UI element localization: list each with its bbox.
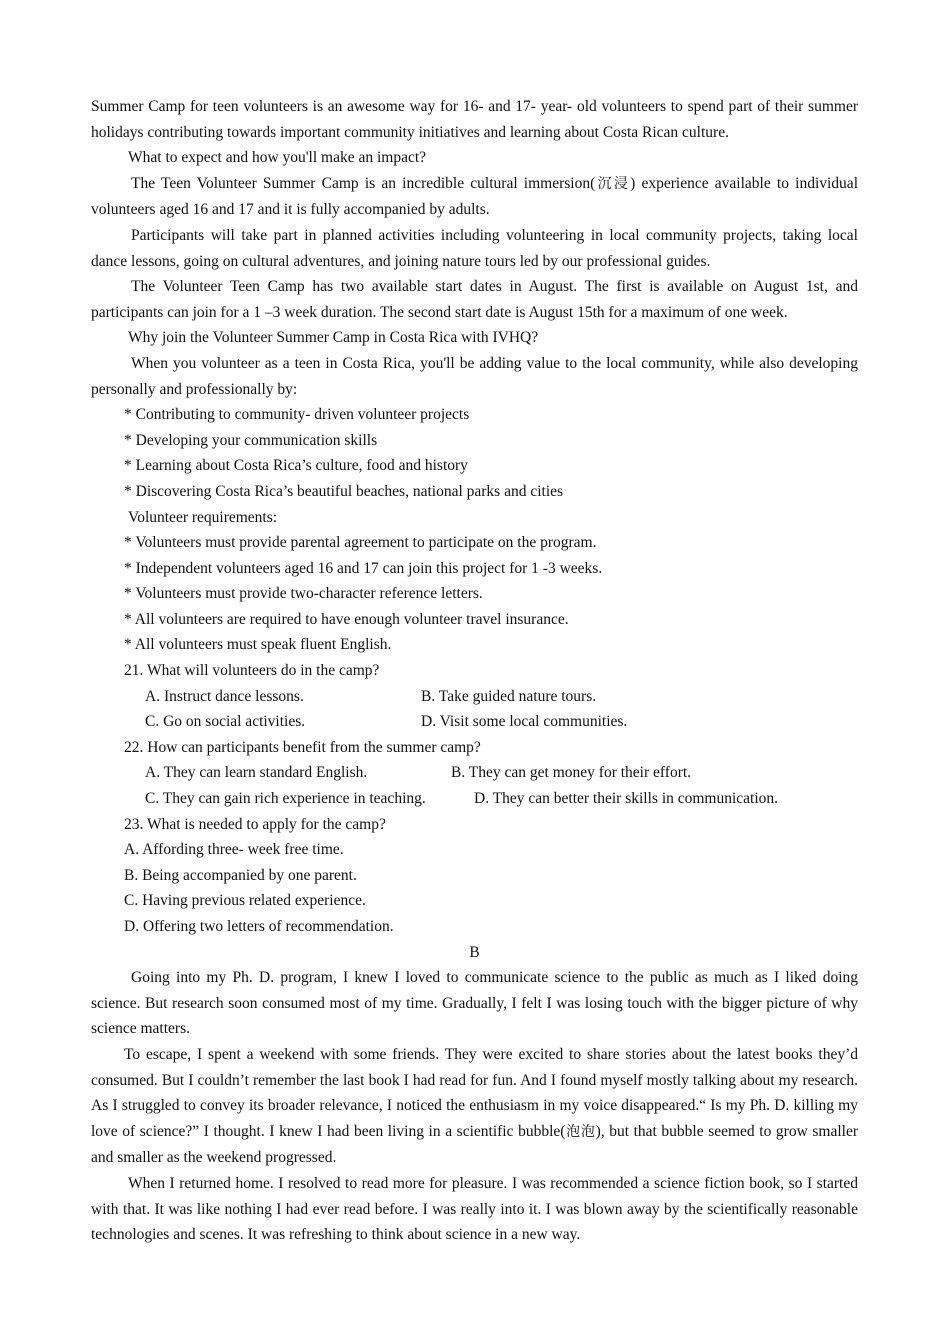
- question-22-stem: 22. How can participants benefit from the summer camp?: [124, 738, 481, 756]
- option-b: B. They can get money for their effort.: [451, 764, 692, 782]
- benefit-item: * Contributing to community- driven volunteer projects: [124, 406, 470, 424]
- question-21-options-row-1: [91, 684, 858, 710]
- requirements-heading: Volunteer requirements:: [128, 508, 278, 526]
- gloss-cjk: 泡泡: [565, 1123, 596, 1140]
- gloss-cjk: 沉浸: [595, 175, 631, 192]
- requirement-item: * All volunteers are required to have enough volunteer travel insurance.: [124, 610, 569, 628]
- passage-a-activities-paragraph: Participants will take part in planned activities including volunteering in local community projects, taking local dance lessons, going on cultural adventures, and joining nature tours led by our professional guides.: [91, 226, 858, 270]
- requirement-item: * Independent volunteers aged 16 and 17 can join this project for 1 -3 weeks.: [124, 559, 603, 577]
- passage-b-paragraph-3: When I returned home. I resolved to read more for pleasure. I was recommended a science fiction book, so I started with that. It was like nothing I had ever read before. I was really into it. I was blown away by the scientifically reasonable technologies and scenes. It was refreshing to think about science in a new way.: [91, 1174, 858, 1244]
- benefit-item: * Developing your communication skills: [124, 431, 378, 449]
- passage-a-value-paragraph: When you volunteer as a teen in Costa Rica, you'll be adding value to the local community, while also developing personally and professionally by:: [91, 354, 858, 398]
- passage-b-paragraph-1: Going into my Ph. D. program, I knew I loved to communicate science to the public as much as I liked doing science. But research soon consumed most of my time. Gradually, I felt I was losing touch with the bigger picture of why science matters.: [91, 969, 858, 1038]
- passage-b-paragraph-2: To escape, I spent a weekend with some friends. They were excited to share stories about the latest books they’d consumed. But I couldn’t remember the last book I had read for fun. And I found myself mostly talking about my research. As I struggled to convey its broader relevance, I noticed the enthusiasm in my voice disappeared.“ Is my Ph. D. killing my love of science?” I thought. I knew I had been living in a scientific bubble(泡泡), but that bubble seemed to grow smaller and smaller as the weekend progressed.: [91, 1045, 858, 1167]
- option-a: A. Affording three- week free time.: [124, 841, 344, 859]
- requirement-item: * All volunteers must speak fluent English.: [124, 636, 392, 654]
- requirement-item: * Volunteers must provide parental agreement to participate on the program.: [124, 534, 597, 552]
- option-a: A. They can learn standard English.: [145, 764, 368, 782]
- benefit-item: * Discovering Costa Rica’s beautiful beaches, national parks and cities: [124, 482, 564, 500]
- option-d: D. Offering two letters of recommendation.: [124, 918, 394, 935]
- question-21-stem: 21. What will volunteers do in the camp?: [124, 662, 380, 680]
- option-b: B. Take guided nature tours.: [421, 687, 597, 705]
- benefit-item: * Learning about Costa Rica’s culture, food and history: [124, 457, 468, 475]
- question-22-options-row-1: [91, 760, 858, 786]
- question-23-stem: 23. What is needed to apply for the camp?: [124, 815, 386, 833]
- passage-a-heading-why: Why join the Volunteer Summer Camp in Costa Rica with IVHQ?: [128, 329, 539, 347]
- question-22-options-row-2: [91, 786, 858, 812]
- option-a: A. Instruct dance lessons.: [145, 687, 304, 705]
- document-page: [91, 94, 858, 1248]
- option-c: C. Having previous related experience.: [124, 892, 366, 910]
- option-c: C. They can gain rich experience in teaching.: [145, 790, 426, 808]
- passage-a-immersion-paragraph: The Teen Volunteer Summer Camp is an incredible cultural immersion(沉浸) experience available to individual volunteers aged 16 and 17 and it is fully accompanied by adults.: [91, 174, 858, 219]
- option-d: D. They can better their skills in communication.: [474, 790, 779, 808]
- passage-a-heading-impact: What to expect and how you'll make an impact?: [128, 149, 427, 167]
- option-d: D. Visit some local communities.: [421, 713, 628, 731]
- passage-a-intro: Summer Camp for teen volunteers is an awesome way for 16- and 17- year- old volunteers to spend part of their summer holidays contributing towards important community initiatives and learning about Costa Rican culture.: [91, 98, 858, 141]
- option-b: B. Being accompanied by one parent.: [124, 866, 357, 884]
- passage-b-label: B: [469, 943, 480, 961]
- requirement-item: * Volunteers must provide two-character reference letters.: [124, 585, 483, 603]
- passage-a-dates-paragraph: The Volunteer Teen Camp has two available start dates in August. The first is available on August 1st, and participants can join for a 1 –3 week duration. The second start date is August 15th for a maximum of one week.: [91, 278, 858, 321]
- question-21-options-row-2: [91, 709, 858, 735]
- option-c: C. Go on social activities.: [145, 713, 306, 731]
